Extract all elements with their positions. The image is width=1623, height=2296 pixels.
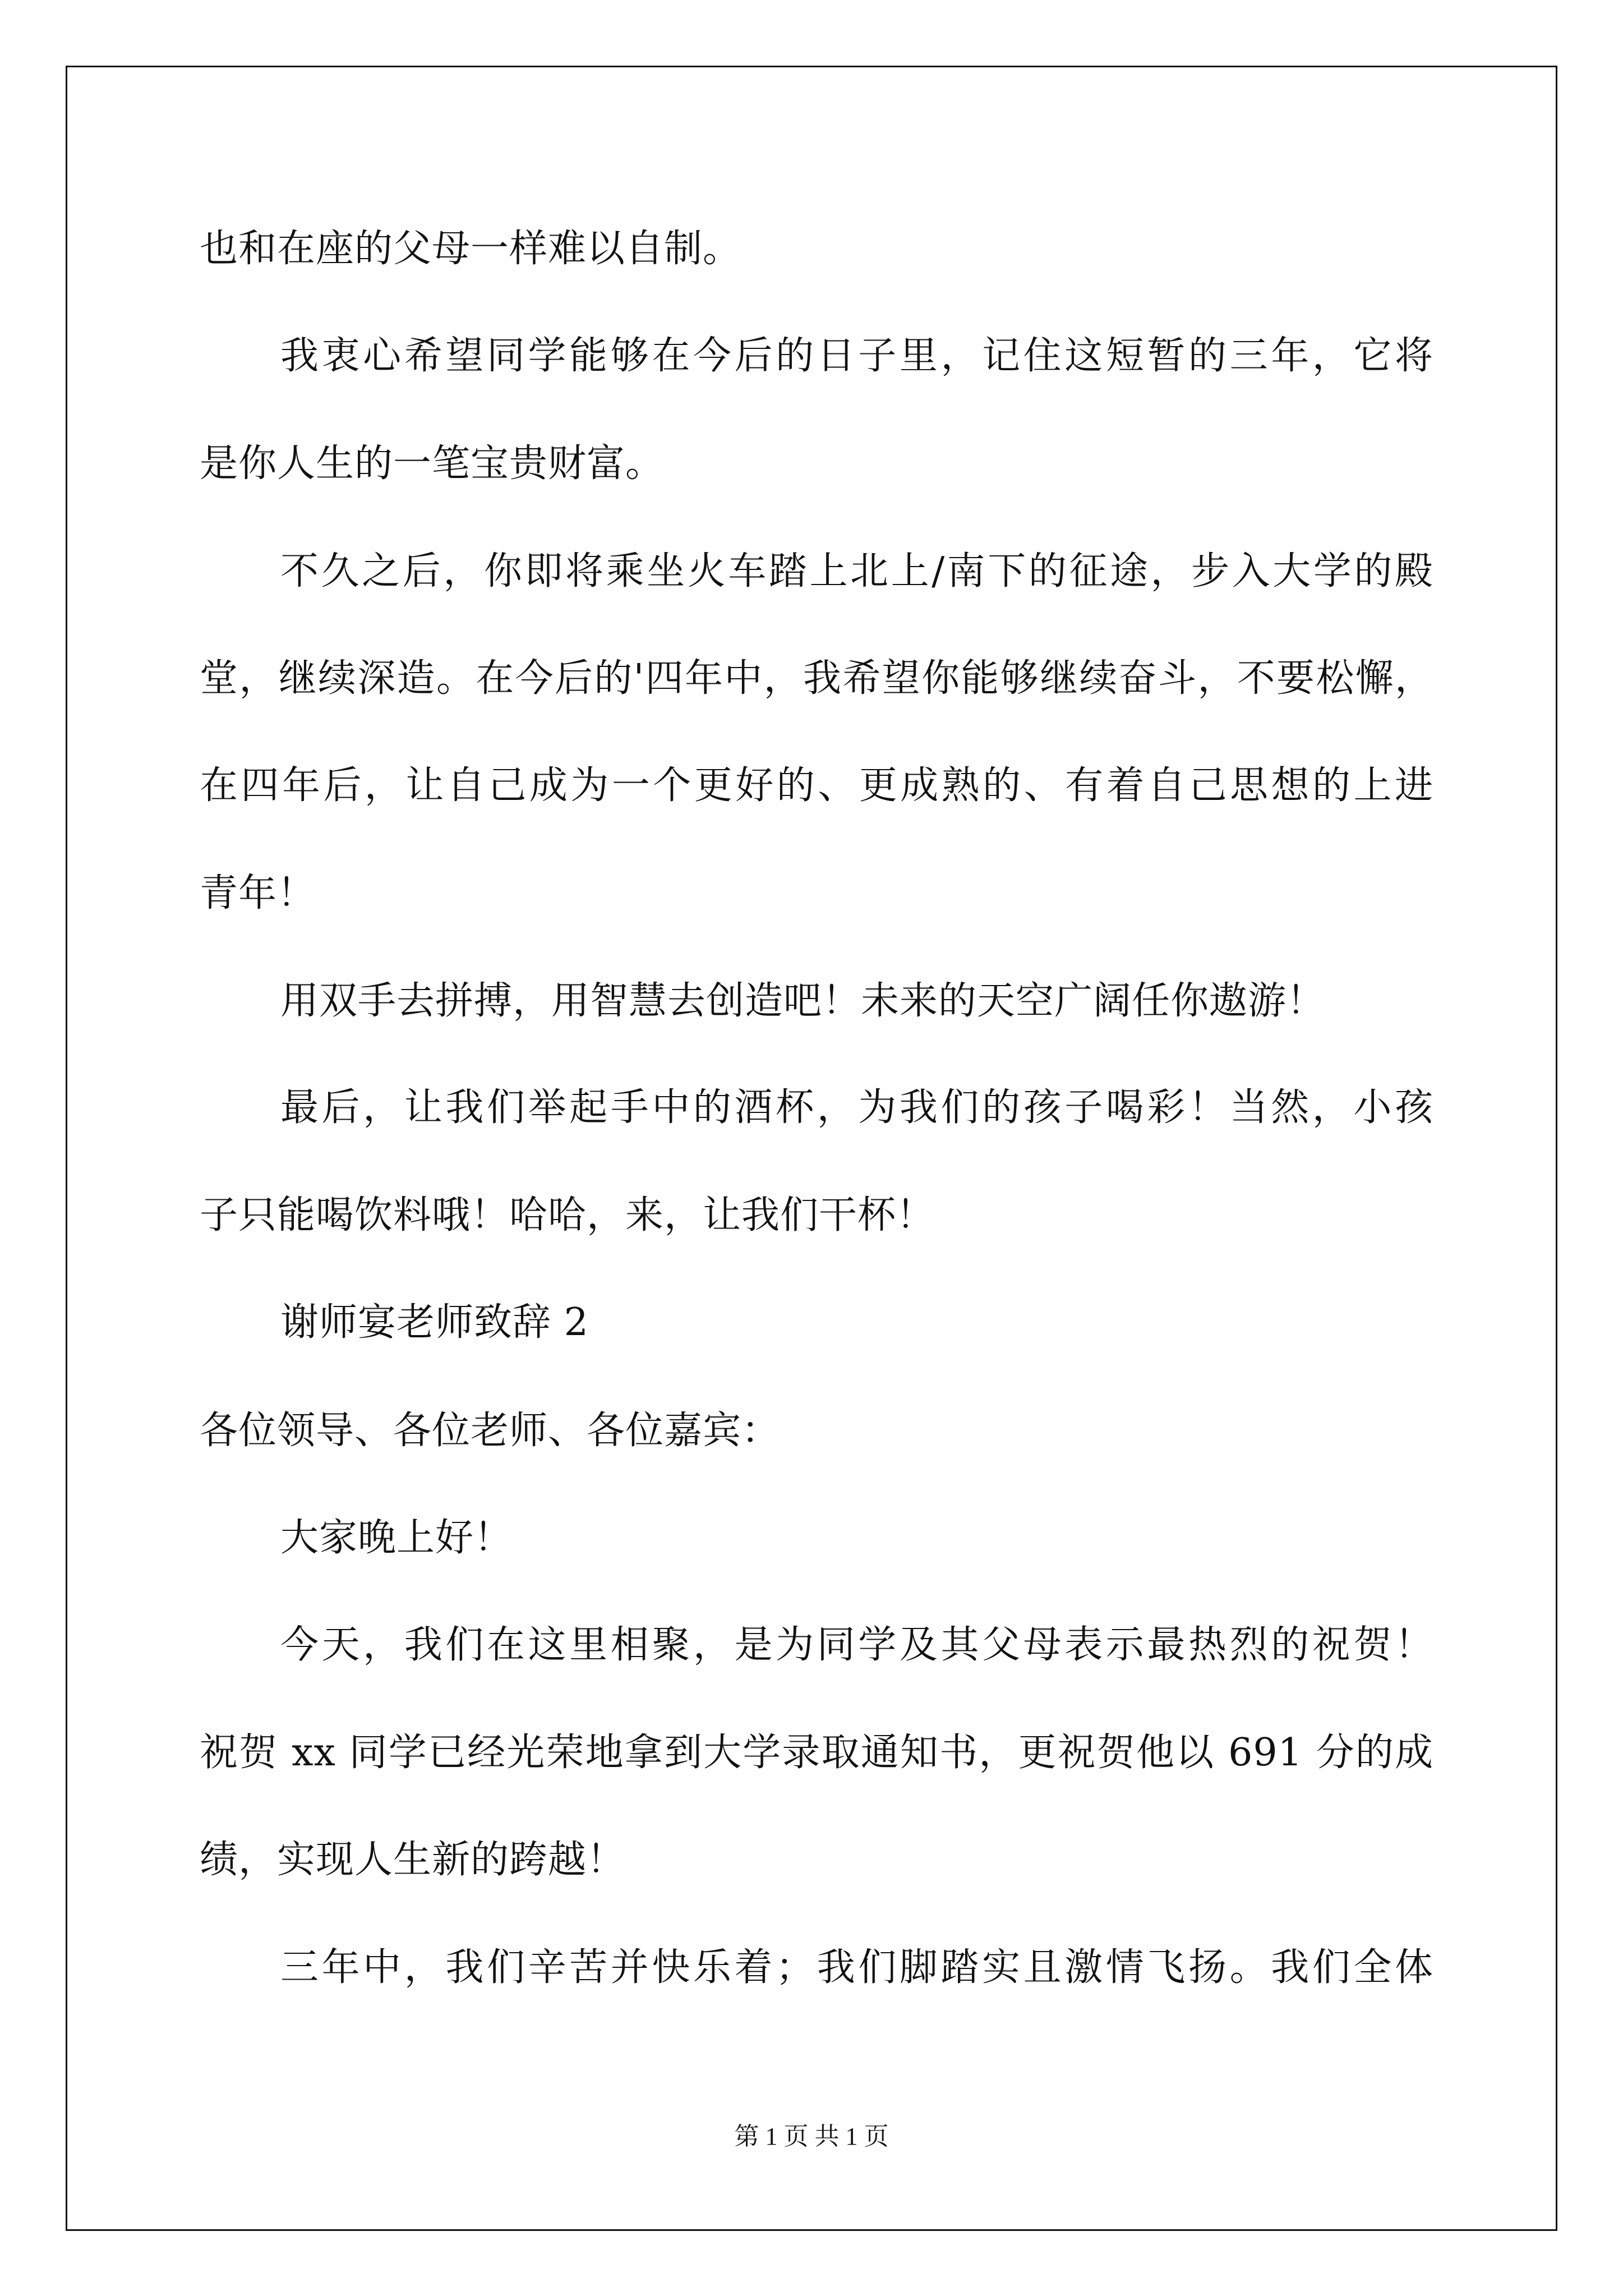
- section-heading: 谢师宴老师致辞 2: [280, 1300, 589, 1345]
- page-footer: 第 1 页 共 1 页: [734, 2123, 889, 2150]
- page-border: [66, 66, 1557, 2231]
- paragraph-line: 最后，让我们举起手中的酒杯，为我们的孩子喝彩！当然，小孩: [280, 1085, 1433, 1130]
- paragraph-line: 我衷心希望同学能够在今后的日子里，记住这短暂的三年，它将: [280, 334, 1433, 378]
- paragraph-line: 绩，实现人生新的跨越！: [200, 1838, 626, 1882]
- paragraph-line: 子只能喝饮料哦！哈哈，来，让我们干杯！: [200, 1193, 935, 1237]
- greeting-line: 各位领导、各位老师、各位嘉宾：: [200, 1409, 781, 1453]
- paragraph-line: 大家晚上好！: [280, 1516, 513, 1560]
- paragraph-line: 用双手去拼搏，用智慧去创造吧！未来的天空广阔任你遨游！: [280, 979, 1326, 1023]
- paragraph-line: 在四年后，让自己成为一个更好的、更成熟的、有着自己思想的上进: [200, 763, 1433, 808]
- paragraph-line: 青年！: [200, 871, 316, 915]
- paragraph-line: 是你人生的一笔宝贵财富。: [200, 441, 665, 486]
- paragraph-line: 也和在座的父母一样难以自制。: [200, 227, 742, 271]
- paragraph-line: 堂，继续深造。在今后的'四年中，我希望你能够继续奋斗，不要松懈，: [200, 656, 1433, 701]
- paragraph-line: 今天，我们在这里相聚，是为同学及其父母表示最热烈的祝贺！: [280, 1623, 1433, 1667]
- paragraph-line: 三年中，我们辛苦并快乐着；我们脚踏实且激情飞扬。我们全体: [280, 1945, 1433, 1990]
- paragraph-line: 祝贺 xx 同学已经光荣地拿到大学录取通知书，更祝贺他以 691 分的成: [200, 1731, 1433, 1775]
- paragraph-line: 不久之后，你即将乘坐火车踏上北上/南下的征途，步入大学的殿: [280, 549, 1433, 593]
